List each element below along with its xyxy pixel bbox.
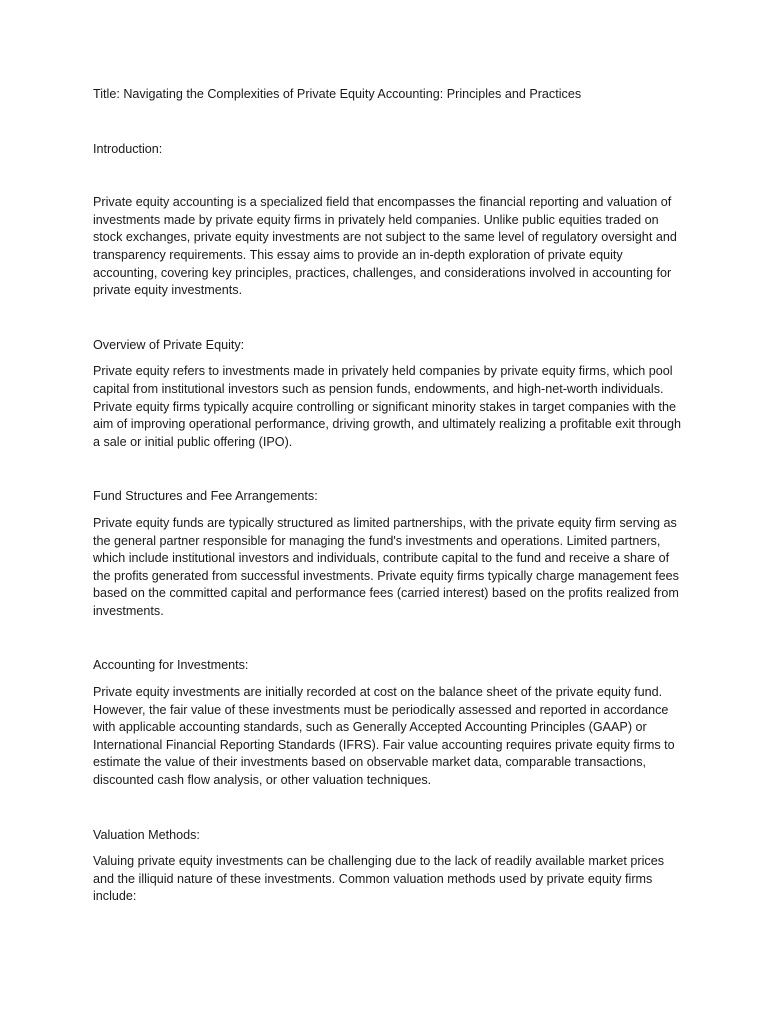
section-paragraph-overview: Private equity refers to investments made in privately held companies by private equity firms, which pool capital from institutional investors such as pension funds, endowments, and high-net-worth individuals. Private equity firms typically acquire controlling or significant minority stakes in target companies with the aim of improving operational performance, driving growth, and ultimately realizing a profitable exit through a sale or initial public offering (IPO). <box>93 364 682 449</box>
section-heading-fund-structures: Fund Structures and Fee Arrangements: <box>93 489 318 504</box>
section-heading-overview: Overview of Private Equity: <box>93 337 245 352</box>
section-paragraph-accounting: Private equity investments are initially recorded at cost on the balance sheet of the private equity fund. However, the fair value of these investments must be periodically assessed and reported in accordance with applicable accounting standards, such as Generally Accepted Accounting Principles (GAAP) or International Financial Reporting Standards (IFRS). Fair value accounting requires private equity firms to estimate the value of their investments based on observable market data, comparable transactions, discounted cash flow analysis, or other valuation techniques. <box>93 685 675 788</box>
section-heading-accounting: Accounting for Investments: <box>93 658 249 673</box>
section-paragraph-valuation: Valuing private equity investments can be challenging due to the lack of readily available market prices and the illiquid nature of these investments. Common valuation methods used by private equity firms include: <box>93 854 665 904</box>
document-page <box>93 86 683 906</box>
section-paragraph-fund-structures: Private equity funds are typically structured as limited partnerships, with the private equity firm serving as the general partner responsible for managing the fund's investments and operations. Limited partners, which include institutional investors and individuals, contribute capital to the fund and receive a share of the profits generated from successful investments. Private equity firms typically charge management fees based on the committed capital and performance fees (carried interest) based on the profits realized from investments. <box>93 515 679 618</box>
section-heading-valuation: Valuation Methods: <box>93 827 200 842</box>
section-heading-introduction: Introduction: <box>93 141 163 156</box>
document-title: Title: Navigating the Complexities of Private Equity Accounting: Principles and Practices <box>93 87 582 101</box>
section-paragraph-introduction: Private equity accounting is a specialized field that encompasses the financial reporting and valuation of investments made by private equity firms in privately held companies. Unlike public equities traded on stock exchanges, private equity investments are not subject to the same level of regulatory oversight and transparency requirements. This essay aims to provide an in-depth exploration of private equity accounting, covering key principles, practices, challenges, and considerations involved in accounting for private equity investments. <box>93 195 677 298</box>
